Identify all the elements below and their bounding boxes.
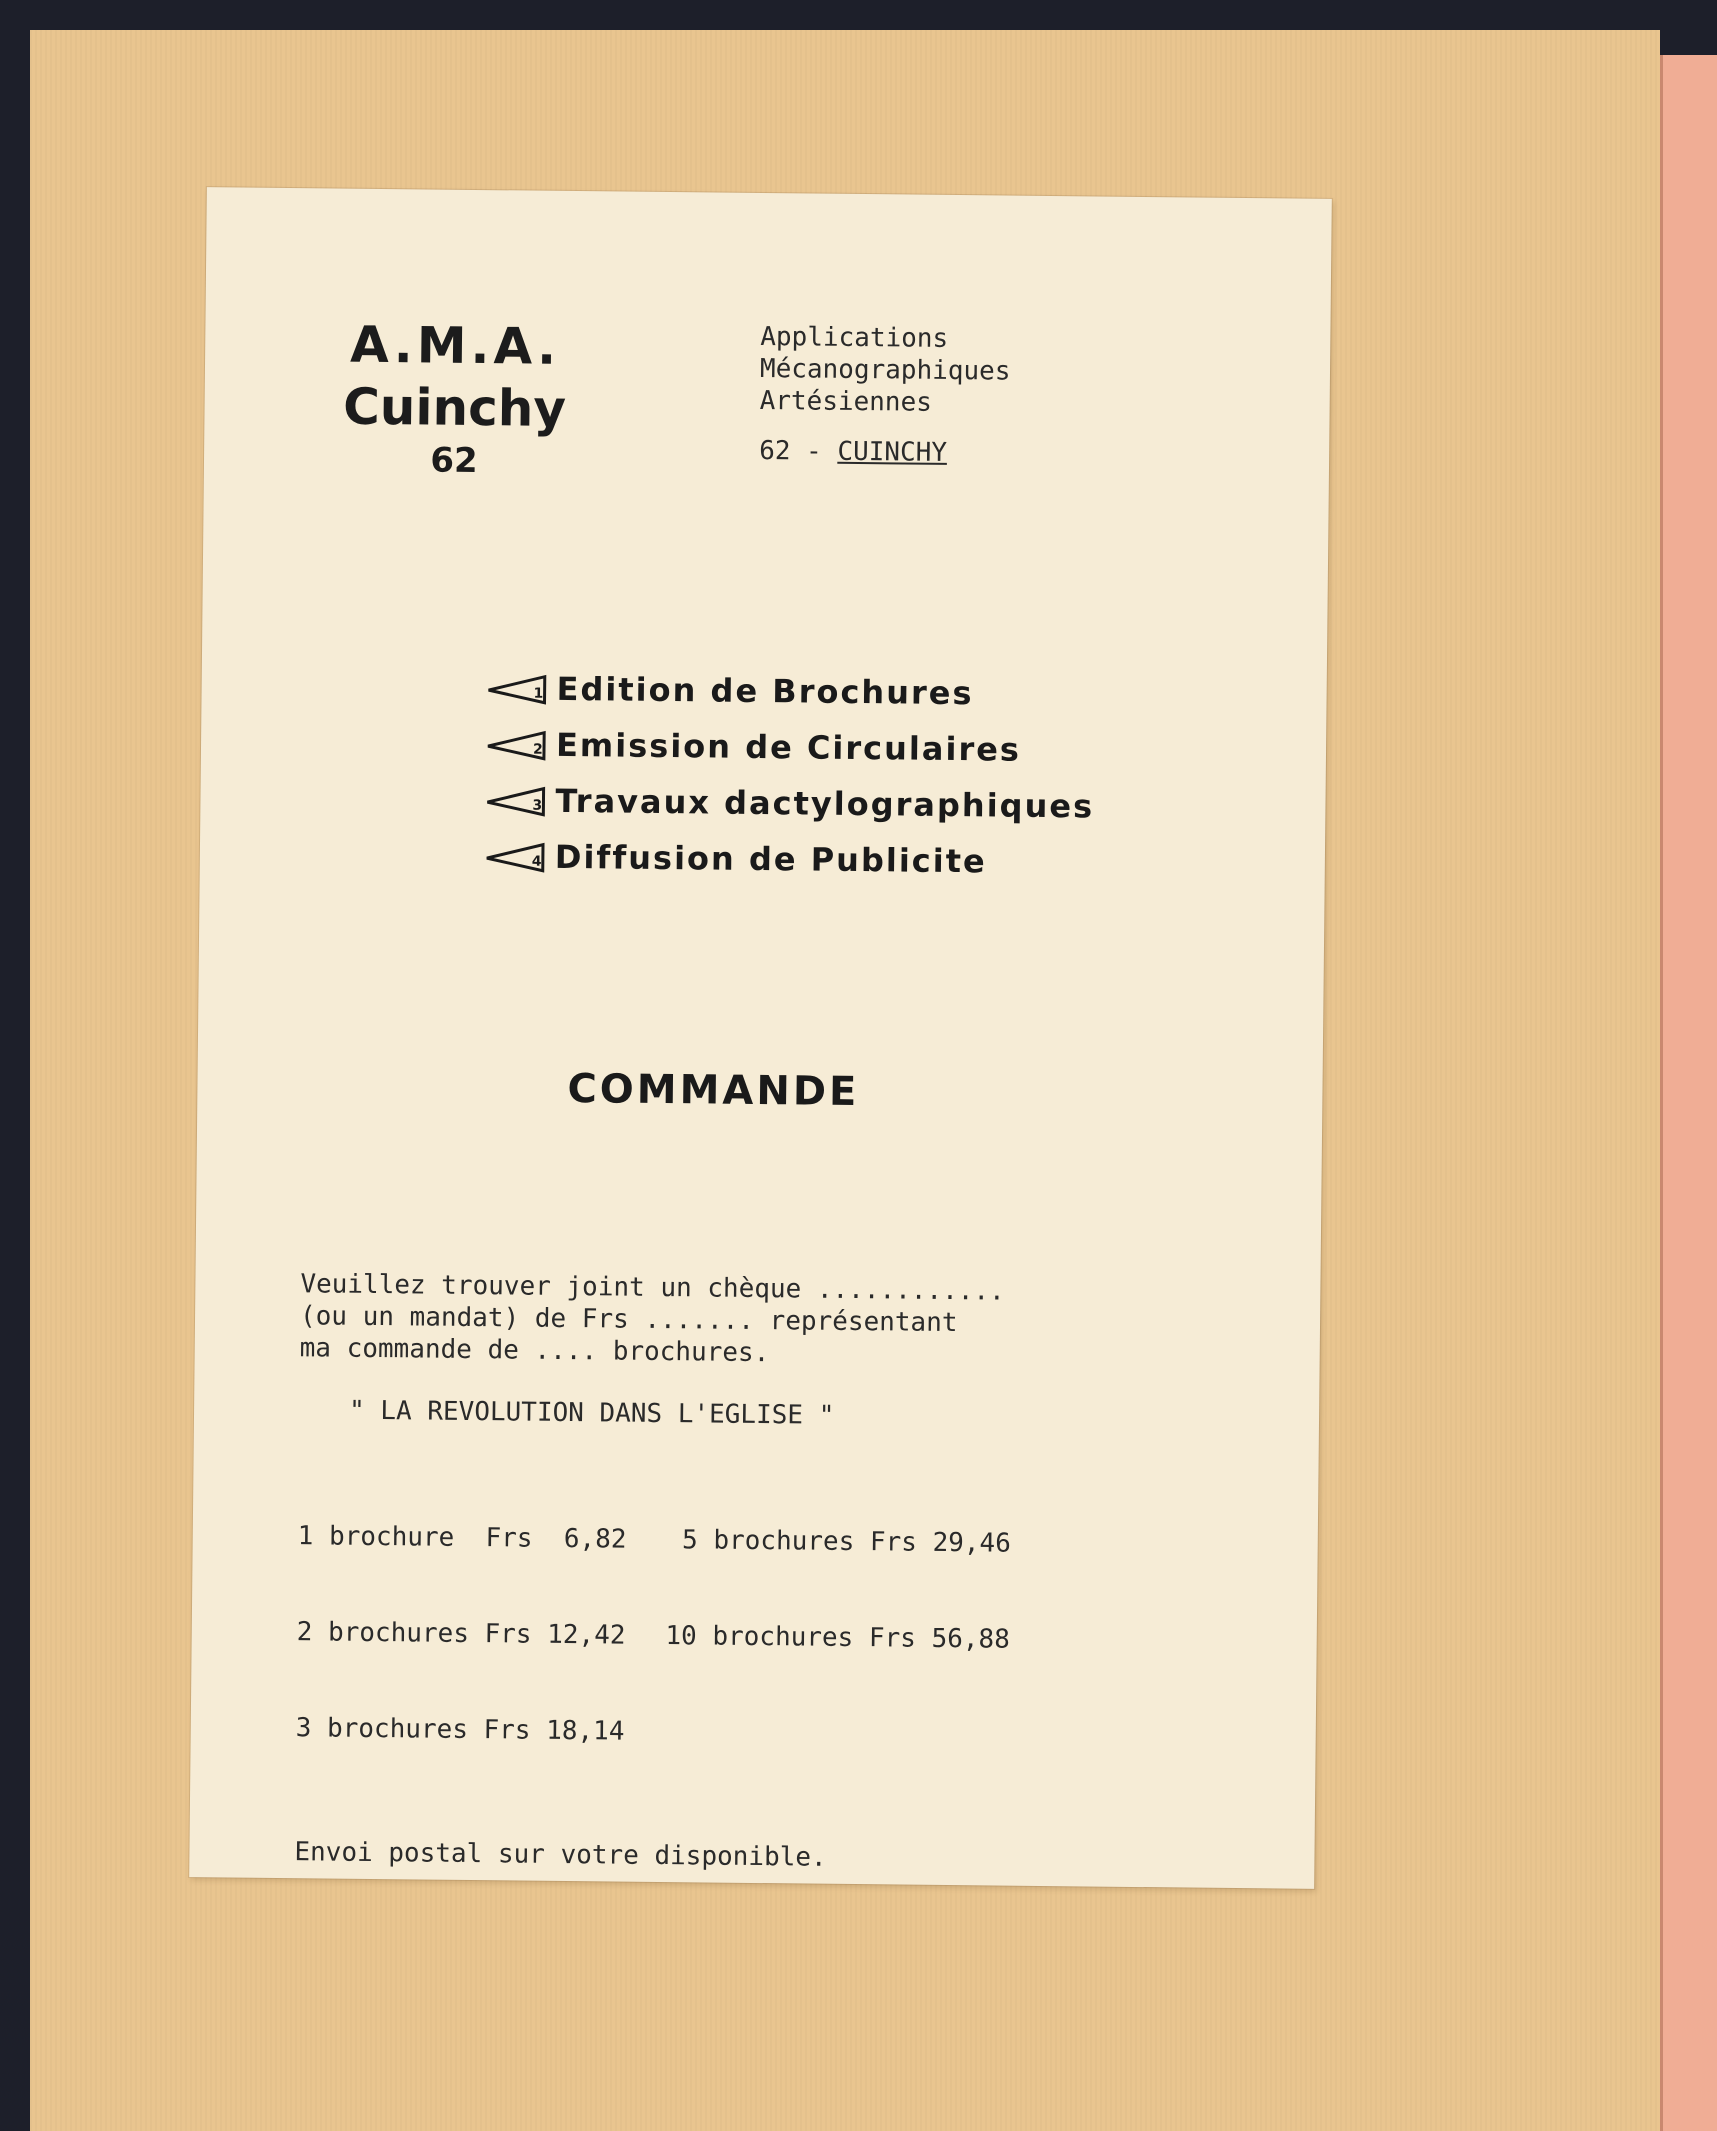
order-line-2: (ou un mandat) de Frs ....... représentant [299,1301,958,1339]
price-item: 1 brochure Frs 6,82 [297,1521,627,1555]
service-label: Diffusion de Publicite [554,837,987,881]
service-item [486,716,1095,778]
address-line-1: Applications [760,321,949,354]
price-column-right [664,1460,1012,1816]
address-city [759,435,1010,470]
price-item: 5 brochures Frs 29,46 [666,1525,1011,1559]
company-address [759,321,1011,470]
price-item: 3 brochures Frs 18,14 [295,1713,625,1747]
shipping-note: Envoi postal sur votre disponible. [294,1837,827,1873]
pennant-icon [485,840,545,873]
order-body [294,1268,1013,1875]
logo-department: 62 [430,440,478,482]
address-line-2: Mécanographiques [759,353,1011,387]
services-list [485,660,1096,890]
service-item [485,772,1094,834]
service-label: Edition de Brochures [556,669,974,713]
logo-town: Cuinchy [342,377,567,438]
address-city-name: CUINCHY [837,436,948,468]
order-heading: COMMANDE [567,1065,860,1116]
price-item: 10 brochures Frs 56,88 [665,1621,1010,1655]
price-column-left [295,1456,627,1811]
pennant-icon [486,728,546,761]
service-number: 3 [532,797,545,814]
address-city-prefix: 62 - [758,435,838,467]
order-form-sheet [189,187,1332,1889]
pennant-icon [486,672,546,705]
order-line-1: Veuillez trouver joint un chèque ............ [300,1269,1005,1307]
company-logo [314,313,596,484]
service-item [486,660,1095,722]
service-number: 4 [531,853,544,870]
brochure-title: " LA REVOLUTION DANS L'EGLISE " [348,1395,835,1431]
service-number: 1 [533,685,546,702]
service-label: Emission de Circulaires [555,725,1022,769]
page-edge [1660,55,1717,2131]
logo-initials: A.M.A. [349,315,561,376]
service-item [485,828,1094,890]
price-item: 2 brochures Frs 12,42 [296,1617,626,1651]
pennant-icon [485,784,545,817]
address-line-3: Artésiennes [759,385,933,418]
service-number: 2 [532,741,545,758]
service-label: Travaux dactylographiques [555,781,1095,826]
order-line-3: ma commande de .... brochures. [299,1333,770,1369]
price-list [295,1456,1012,1815]
